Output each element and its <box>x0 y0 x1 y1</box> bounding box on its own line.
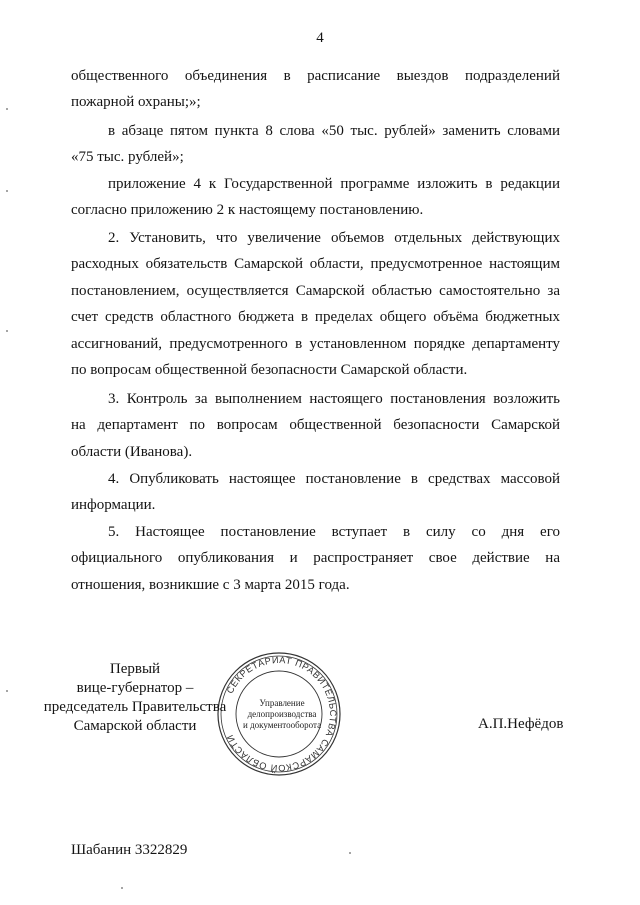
seal-center-line: и документооборота <box>243 720 322 730</box>
paragraph-0 <box>71 63 560 116</box>
paragraph-2 <box>71 171 560 224</box>
text-line: официального опубликования и распространяет свое действие на <box>71 550 560 567</box>
text-line: приложение 4 к Государственной программе изложить в редакции <box>108 176 560 192</box>
seal-center-line: делопроизводства <box>247 709 317 719</box>
seal-ring-text: СЕКРЕТАРИАТ ПРАВИТЕЛЬСТВА САМАРСКОЙ ОБЛАСТИ <box>224 654 339 774</box>
signature-title-line: вице-губернатор – <box>76 680 194 696</box>
scan-speck <box>6 108 8 110</box>
signature-title-line: Первый <box>109 661 161 677</box>
text-line: постановлением, осуществляется Самарской областью самостоятельно за <box>71 282 560 299</box>
signature-title-line: Самарской области <box>73 718 197 734</box>
text-line: счет средств областного бюджета в пределах общего объёма бюджетных <box>71 309 560 326</box>
text-line: согласно приложению 2 к настоящему постановлению. <box>71 202 424 219</box>
text-line: отношения, возникшие с 3 марта 2015 года. <box>71 576 350 593</box>
text-line: ассигнований, предусмотренного в установленном порядке департаменту <box>71 335 560 352</box>
seal-center-line: Управление <box>259 698 305 708</box>
text-line: 4. Опубликовать настоящее постановление в средствах массовой <box>108 471 560 487</box>
scan-speck <box>6 690 8 692</box>
scan-speck <box>349 852 351 854</box>
text-line: 5. Настоящее постановление вступает в силу со дня его <box>108 524 560 540</box>
paragraph-6 <box>71 519 560 598</box>
text-line: области (Иванова). <box>71 443 193 460</box>
scan-speck <box>6 190 8 192</box>
paragraph-4 <box>71 386 560 465</box>
text-line: пожарной охраны;»; <box>71 94 201 111</box>
signer-name: А.П.Нефёдов <box>478 716 564 732</box>
paragraph-3 <box>71 225 560 383</box>
signature-title <box>40 660 230 736</box>
text-line: расходных обязательств Самарской области, предусмотренное настоящим <box>71 256 560 273</box>
text-line: 3. Контроль за выполнением настоящего постановления возложить <box>108 391 560 407</box>
text-line: 2. Установить, что увеличение объемов отдельных действующих <box>108 230 560 246</box>
executor-note: Шабанин 3322829 <box>71 842 188 858</box>
text-line: «75 тыс. рублей»; <box>71 149 184 166</box>
paragraph-5 <box>71 466 560 519</box>
paragraph-1 <box>71 118 560 171</box>
signature-title-line: председатель Правительства <box>43 699 227 715</box>
scan-speck <box>6 330 8 332</box>
text-line: на департамент по вопросам общественной безопасности Самарской <box>71 417 560 434</box>
text-line: информации. <box>71 497 156 514</box>
seal-center-text <box>243 698 321 731</box>
text-line: по вопросам общественной безопасности Самарской области. <box>71 361 468 378</box>
page-number: 4 <box>316 30 324 46</box>
scan-speck <box>121 887 123 889</box>
text-line: общественного объединения в расписание выездов подразделений <box>71 68 560 84</box>
text-line: в абзаце пятом пункта 8 слова «50 тыс. рублей» заменить словами <box>108 123 560 139</box>
